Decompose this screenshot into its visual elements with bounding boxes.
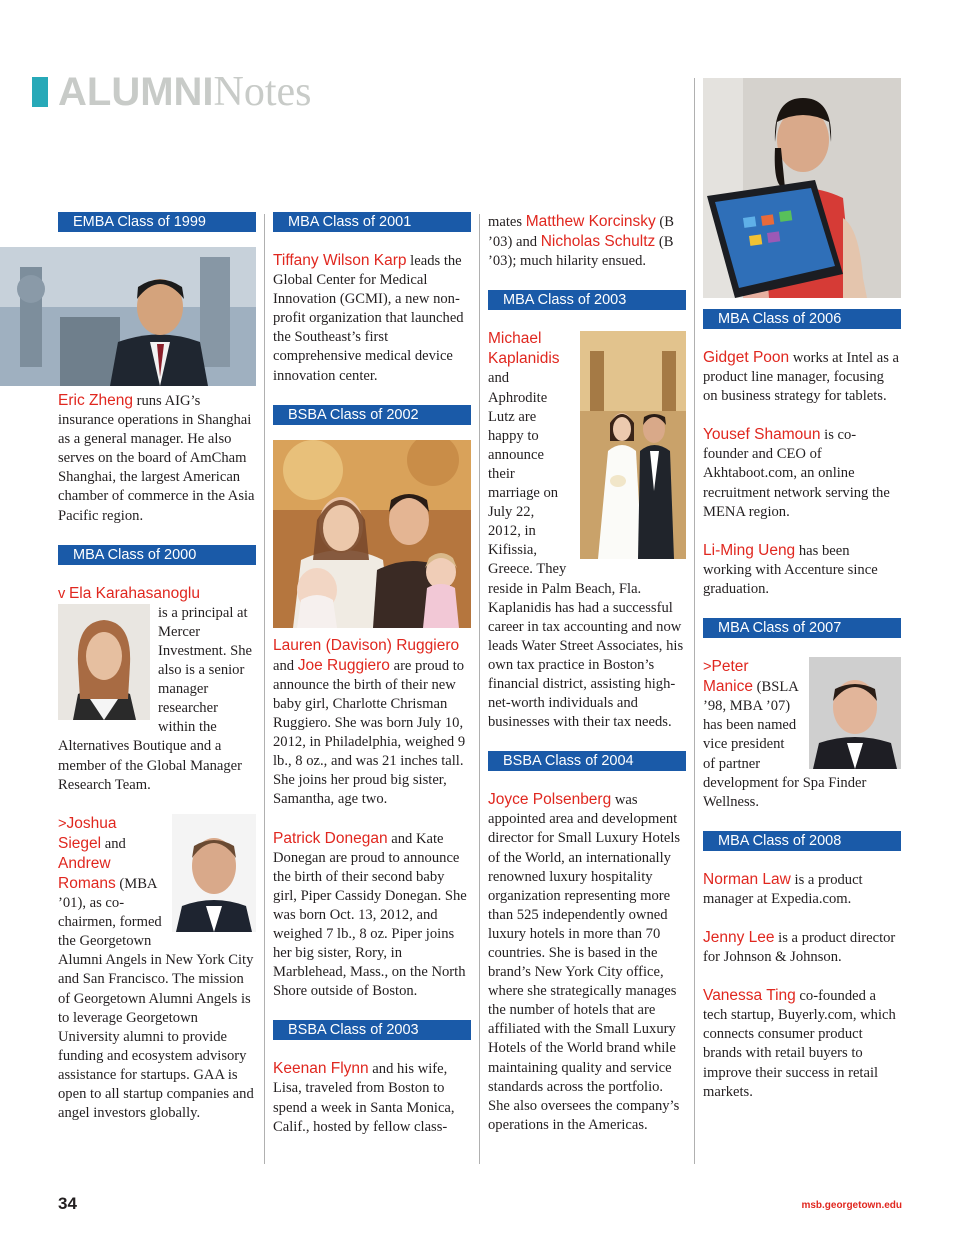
name-tiffany-wilson-karp: Tiffany Wilson Karp: [273, 252, 407, 269]
name-ela-karahasanoglu: Ela Karahasanoglu: [68, 584, 200, 602]
column-2: [273, 212, 471, 1156]
entry-keenan-flynn: Keenan Flynn and his wife, Lisa, traveled from Boston to spend a week in Santa Monica, Calif., hosted by fellow class-: [273, 1060, 455, 1135]
name-joyce-polsenberg: Joyce Polsenberg: [488, 791, 612, 809]
name-joe-ruggiero: Joe Ruggiero: [297, 656, 390, 674]
name-joshua-siegel: Joshua Siegel: [58, 814, 117, 852]
entry-michael-kaplanidis: Michael Kaplanidis and Aphrodite Lutz are happy to announce their marriage on July 22, 2012, in Kifissia, Greece. They reside in Palm Beach, Fla. Kaplanidis has had a successful career in tax accounting and now leads Water Street Associates, his own tax practice in Boston’s financial district, assisting high-net-worth individuals and businesses with their tax needs.: [488, 329, 686, 732]
name-peter-manice: Peter Manice: [703, 658, 753, 696]
photo-gidget-poon: [703, 78, 901, 298]
column-divider: [479, 214, 480, 1164]
class-bar-mba-2006: MBA Class of 2006: [703, 309, 901, 329]
footer-url[interactable]: msb.georgetown.edu: [801, 1200, 902, 1211]
entry-norman-law: Norman Law is a product manager at Expedia.com.: [703, 870, 863, 907]
entry-yousef-shamoun: Yousef Shamoun is co-founder and CEO of Akhtaboot.com, an online recruitment network serving the MENA region.: [703, 426, 890, 520]
name-norman-law: Norman Law: [703, 870, 791, 888]
class-bar-mba-2001: MBA Class of 2001: [273, 212, 471, 232]
marker-peter: >: [703, 659, 712, 676]
name-li-ming-ueng: Li-Ming Ueng: [703, 541, 796, 559]
name-michael-kaplanidis: Michael Kaplanidis: [488, 330, 560, 368]
name-gidget-poon: Gidget Poon: [703, 349, 790, 366]
entry-peter-manice: >Peter Manice (BSLA ’98, MBA ’07) has been named vice president of partner development for Spa Finder Wellness.: [703, 657, 901, 812]
entry-lauren-ruggiero: Lauren (Davison) Ruggiero and Joe Ruggiero are proud to announce the birth of their new baby girl, Charlotte Chrisman Ruggiero. She was born July 10, 2012, in Philadelphia, weighed 9 lb., 8 oz., and was 21 inches tall. She joins her proud big sister, Samantha, age two.: [273, 636, 466, 808]
photo-peter-manice: [809, 657, 901, 769]
name-patrick-donegan: Patrick Donegan: [273, 829, 388, 847]
entry-vanessa-ting: Vanessa Ting co-founded a tech startup, Buyerly.com, which connects consumer product brands with retail buyers to improve their success in retail markets.: [703, 987, 896, 1100]
photo-kaplanidis-wedding: [580, 331, 686, 559]
title-accent-block: [32, 77, 48, 107]
title-bold: ALUMNI: [58, 69, 214, 114]
marker-ela: v: [58, 585, 66, 602]
name-eric-zheng: Eric Zheng: [58, 392, 133, 409]
entry-tiffany-wilson-karp: Tiffany Wilson Karp leads the Global Center for Medical Innovation (GCMI), a new non-profit organization that launched the Southeast’s first comprehensive medical device innovation center.: [273, 252, 464, 384]
class-bar-mba-2008: MBA Class of 2008: [703, 831, 901, 851]
entry-joyce-polsenberg: Joyce Polsenberg was appointed area and development director for Small Luxury Hotels of the World, an internationally renowned luxury hospitality organization representing more than 525 independently owned luxury hotels in more than 70 countries. She is based in the brand’s New York City office, where she strategically manages the number of hotels that are affiliated with the Small Luxury Hotels of the World brand while maintaining quality and service standards across the portfolio. She also oversees the company’s operations in the Americas.: [488, 791, 681, 1133]
entry-keenan-continued: mates Matthew Korcinsky (B ’03) and Nicholas Schultz (B ’03); much hilarity ensued.: [488, 213, 675, 270]
entry-jenny-lee: Jenny Lee is a product director for Johnson & Johnson.: [703, 928, 896, 966]
marker-joshua: >: [58, 815, 67, 832]
name-yousef-shamoun: Yousef Shamoun: [703, 426, 821, 444]
class-bar-mba-2000: MBA Class of 2000: [58, 545, 256, 565]
column-3: [488, 212, 686, 1154]
class-bar-mba-2003: MBA Class of 2003: [488, 290, 686, 310]
entry-li-ming-ueng: Li-Ming Ueng has been working with Accenture since graduation.: [703, 541, 878, 597]
entry-gidget-poon: Gidget Poon works at Intel as a product line manager, focusing on business strategy for tablets.: [703, 349, 900, 405]
class-bar-bsba-2003: BSBA Class of 2003: [273, 1020, 471, 1040]
name-andrew-romans: Andrew Romans: [58, 854, 116, 892]
name-keenan-flynn: Keenan Flynn: [273, 1060, 369, 1078]
class-bar-bsba-2002: BSBA Class of 2002: [273, 405, 471, 425]
section-title: [32, 70, 312, 114]
column-divider: [264, 214, 265, 1164]
column-1: [58, 212, 256, 1142]
name-jenny-lee: Jenny Lee: [703, 928, 775, 946]
name-vanessa-ting: Vanessa Ting: [703, 987, 796, 1005]
name-matthew-korcinsky: Matthew Korcinsky: [525, 213, 656, 230]
entry-eric-zheng: Eric Zheng runs AIG’s insurance operations in Shanghai as a general manager. He also serves on the board of AmCham Shanghai, the largest American chamber of commerce in the Asia Pacific region.: [58, 392, 255, 524]
entry-joshua-siegel: >Joshua Siegel and Andrew Romans (MBA ’01), as co-chairmen, formed the Georgetown Alumni Angels in New York City and San Francisco. The mission of Georgetown Alumni Angels is to leverage Georgetown University alumni to provide funding and ecosystem advisory assistance for startups. GAA is open to all startup companies and angel investors globally.: [58, 814, 256, 1124]
title-light: Notes: [213, 69, 312, 115]
page-number: 34: [58, 1194, 77, 1213]
column-4: [703, 78, 901, 1121]
entry-ela-karahasanoglu: v Ela Karahasanoglu is a principal at Mercer Investment. She also is a senior manager researcher within the Alternatives Boutique and a member of the Global Manager Research Team.: [58, 584, 253, 793]
entry-patrick-donegan: Patrick Donegan and Kate Donegan are proud to announce the birth of their second baby girl, Piper Cassidy Donegan. She was born Oct. 13, 2012, and weighed 7 lb., 8 oz. Piper joins her big sister, Rory, in Marblehead, Mass., on the North Shore outside of Boston.: [273, 829, 467, 1000]
class-bar-bsba-2004: BSBA Class of 2004: [488, 751, 686, 771]
photo-ela-karahasanoglu: [58, 604, 150, 720]
name-lauren-ruggiero: Lauren (Davison) Ruggiero: [273, 636, 460, 654]
class-bar-mba-2007: MBA Class of 2007: [703, 618, 901, 638]
name-nicholas-schultz: Nicholas Schultz: [540, 233, 656, 251]
photo-eric-zheng: [0, 247, 256, 386]
column-divider: [694, 78, 695, 1164]
photo-joshua-siegel: [172, 814, 256, 932]
photo-ruggiero-family: [273, 440, 471, 628]
class-bar-emba-1999: EMBA Class of 1999: [58, 212, 256, 232]
